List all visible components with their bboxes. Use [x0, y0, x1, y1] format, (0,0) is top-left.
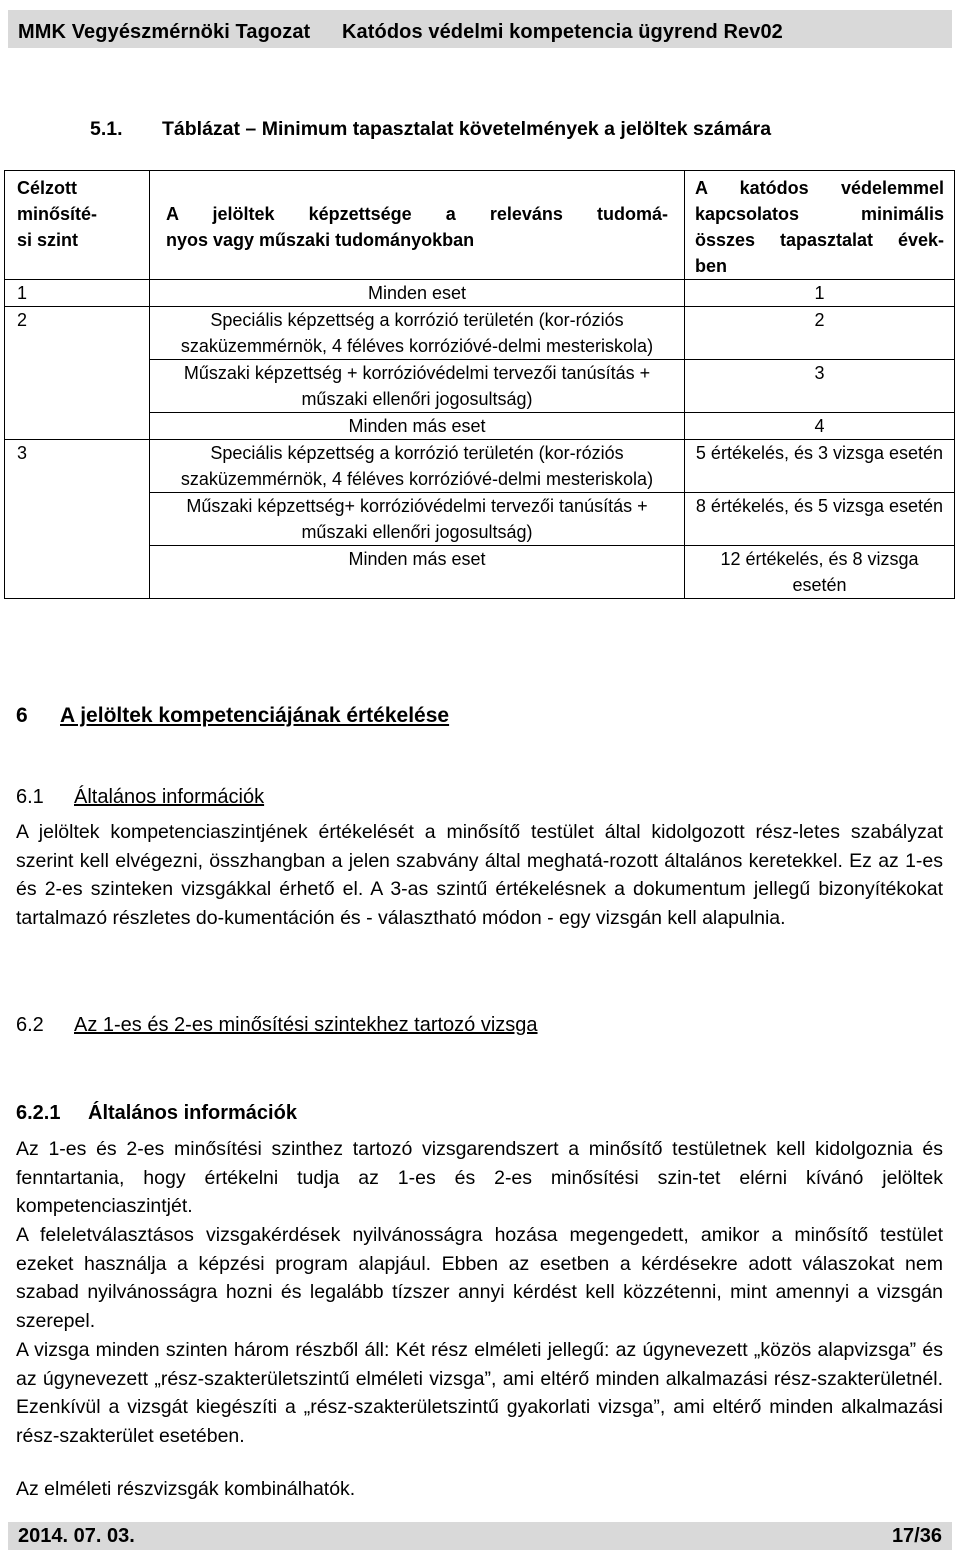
table-row: 3 Speciális képzettség a korrózió területén (kor-róziós szaküzemmérnök, 4 féléves korrózióvé-delmi mesteriskola) 5 értékelés, és 3 vizsga esetén [5, 440, 955, 493]
requirements-table [4, 170, 955, 599]
footer-bar [8, 1522, 952, 1550]
table-row: Műszaki képzettség + korrózióvédelmi tervezői tanúsítás + műszaki ellenőri jogosultság) 3 [5, 360, 955, 413]
table-title [90, 118, 771, 141]
section-6-heading: 6 A jelöltek kompetenciájának értékelése [16, 704, 450, 727]
table-row: 1 Minden eset 1 [5, 280, 955, 307]
section-6-2-1-para-2: A feleletválasztásos vizsgakérdések nyilvánosságra hozása megengedett, amikor a minősítő testület ezeket használja a képzési program alapjául. Ebben az esetben a kérdésekre adott válaszokat nem szabad nyilvánosságra hozni és legalább tízszer annyi kérdést kell közzétenni, mint amennyi a vizsgán szerepel. [16, 1224, 943, 1332]
section-6-2-heading: 6.2 Az 1-es és 2-es minősítési szintekhez tartozó vizsga [16, 1014, 538, 1036]
table-row: Minden más eset 12 értékelés, és 8 vizsga esetén [5, 546, 955, 599]
footer-page-number: 17/36 [891, 1525, 942, 1547]
section-6-1-heading: 6.1 Általános információk [16, 786, 265, 808]
header-experience: A katódos védelemmel kapcsolatos minimális összes tapasztalat évek- ben [685, 171, 955, 280]
section-6-2-1-para-3: A vizsga minden szinten három részből áll: Két rész elméleti jellegű: az úgynevezett „közös alapvizsga” és az úgynevezett „rész-szakterületszintű elméleti vizsga”, ami eltérő minden alkalmazási rész-szakterületnél. Ezenkívül a vizsgát kiegészíti a „rész-szakterületszintű gyakorlati vizsga”, ami eltérő minden alkalmazási rész-szakterület esetében. [16, 1339, 943, 1447]
section-6-1-text: A jelöltek kompetenciaszintjének értékelését a minősítő testület által kidolgozott rész-letes szabályzat szerint kell elvégezni, összhangban a jelen szabvány által meghatá-rozott általános keretekkel. Ez az 1-es és 2-es szinteken vizsgákkal érhető el. A 3-as szintű értékelésnek a dokumentum jellegű bizonyítékokat tartalmazó részletes do-kumentáción és - választható módon - egy vizsgán kell alapulnia. [16, 821, 943, 929]
table-row: Műszaki képzettség+ korrózióvédelmi tervezői tanúsítás + műszaki ellenőri jogosultság) 8 értékelés, és 5 vizsga esetén [5, 493, 955, 546]
table-row: 2 Speciális képzettség a korrózió területén (kor-róziós szaküzemmérnök, 4 féléves korrózióvé-delmi mesteriskola) 2 [5, 307, 955, 360]
table-number: 5.1. [90, 118, 123, 140]
table-row: Minden más eset 4 [5, 413, 955, 440]
table-caption: Táblázat – Minimum tapasztalat követelmények a jelöltek számára [162, 118, 772, 140]
section-6-2-1-para-4: Az elméleti részvizsgák kombinálhatók. [16, 1478, 356, 1500]
section-6-2-1-heading: 6.2.1 Általános információk [16, 1102, 297, 1124]
section-6-2-1-para-1: Az 1-es és 2-es minősítési szinthez tartozó vizsgarendszert a minősítő testületnek kell kidolgoznia és fenntartania, hogy értékelni tudja az 1-es és 2-es minősítési szin-tet elérni kívánó jelöltek kompetenciaszintjét. [16, 1138, 943, 1218]
header-bar [8, 10, 952, 48]
table-header-row [5, 171, 955, 280]
header-level: Célzott minősíté- si szint [5, 171, 150, 280]
footer-date: 2014. 07. 03. [18, 1525, 135, 1547]
header-doc-title: Katódos védelmi kompetencia ügyrend Rev02 [341, 21, 783, 43]
header-training: A jelöltek képzettsége a releváns tudomá- nyos vagy műszaki tudományokban [150, 171, 685, 280]
header-org: MMK Vegyészmérnöki Tagozat [18, 21, 311, 43]
